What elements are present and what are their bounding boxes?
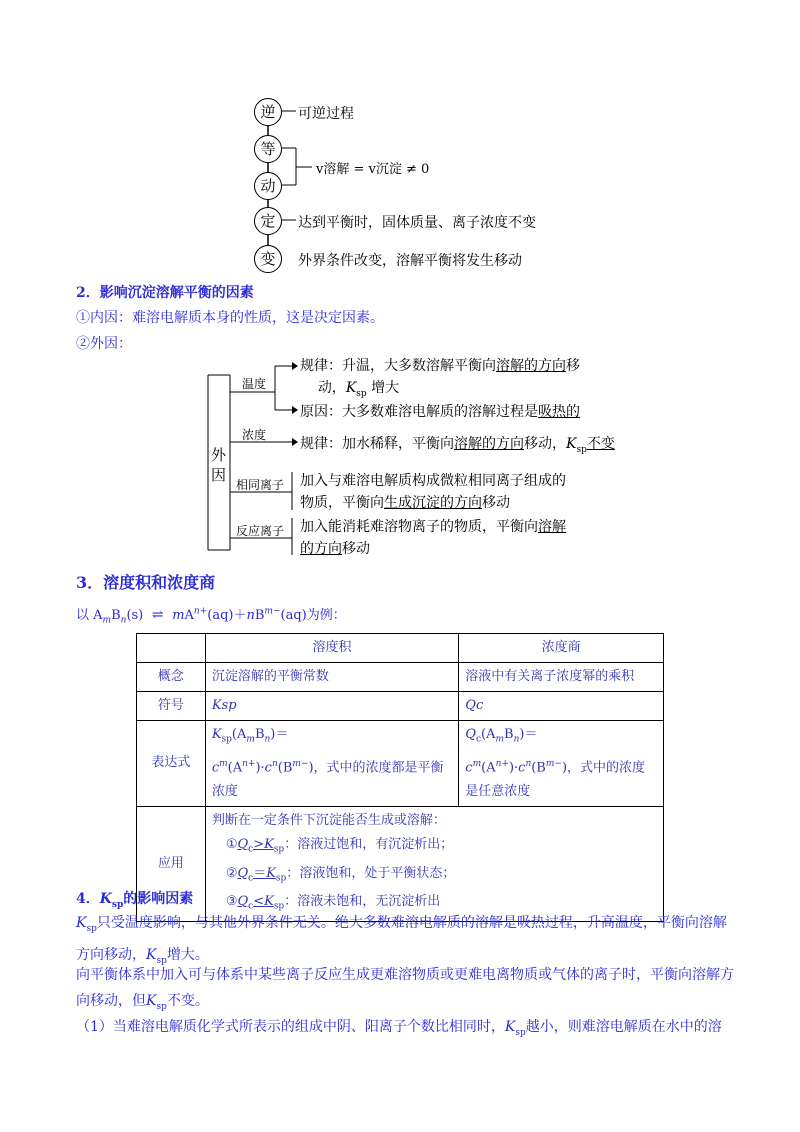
root-label: 外因 [211, 446, 227, 484]
same-ion-text: 加入与难溶电解质构成微粒相同离子组成的 物质，平衡向生成沉淀的方向移动 [300, 473, 566, 511]
table-cell: 沉淀溶解的平衡常数 [205, 663, 458, 692]
temp-reason: 原因：大多数难溶电解质的溶解过程是吸热的 [300, 404, 580, 420]
node-ni: 逆 [254, 98, 282, 126]
table-cell: Qc [459, 692, 664, 721]
table-row [137, 663, 664, 692]
section4-heading: 4．$K_{sp}$的影响因素 [76, 891, 194, 910]
table-cell [137, 634, 206, 663]
ksp-qc-table [136, 633, 664, 922]
table-cell: 应用 [137, 806, 206, 921]
section3-heading: 3．溶度积和浓度商 [76, 573, 216, 592]
node-dong: 动 [254, 172, 282, 200]
table-cell: Ksp [205, 692, 458, 721]
section2-heading: 2．影响沉淀溶解平衡的因素 [76, 285, 254, 301]
table-cell: 溶度积 [205, 634, 458, 663]
equilibrium-arrows-icon: ⇌ [147, 607, 169, 623]
table-cell: 概念 [137, 663, 206, 692]
temp-label: 温度 [242, 377, 267, 391]
node-bian: 变 [254, 245, 282, 273]
react-ion-text: 加入能消耗难溶物离子的物质，平衡向溶解 的方向移动 [300, 519, 566, 557]
section3-intro: 以 $A_mB_n(s)$ ⇌ $mA^{n+}(aq)+nB^{m-}(aq)$为例： [76, 606, 346, 626]
section4-paragraph-1: $K_{sp}$只受温度影响，与其他外界条件无关。绝大多数难溶电解质的溶解是吸热过程，升高温度，平衡向溶解方向移动，$K_{sp}$增大。 [76, 915, 727, 966]
label-bian: 外界条件改变，溶解平衡将发生移动 [298, 253, 522, 269]
table-cell: 浓度商 [459, 634, 664, 663]
node-deng: 等 [254, 135, 282, 163]
table-row [137, 634, 664, 663]
table-row [137, 721, 664, 807]
node-ding: 定 [254, 207, 282, 235]
same-ion-label: 相同离子 [236, 478, 285, 492]
table-cell: $Q_c(A_mB_n)=$ $c^m(A^{n+})\cdot c^n(B^{m-})$，式中的浓度是任意浓度 [459, 721, 664, 807]
conc-label: 浓度 [242, 428, 267, 442]
section2-inner-cause: ①内因：难溶电解质本身的性质，这是决定因素。 [76, 310, 384, 326]
table-cell: $K_{sp}(A_mB_n)=$ $c^m(A^{n+})\cdot c^n(B^{m-})$，式中的浓度都是平衡浓度 [205, 721, 458, 807]
section2-outer-cause: ②外因： [76, 336, 132, 352]
table-cell: 符号 [137, 692, 206, 721]
label-ding: 达到平衡时，固体质量、离子浓度不变 [298, 215, 536, 231]
table-row [137, 806, 664, 921]
section4-paragraph-2: 向平衡体系中加入可与体系中某些离子反应生成更难溶物质或更难电离物质或气体的离子时，平衡向溶解方向移动，但$K_{sp}$不变。 [76, 967, 734, 1012]
table-cell: 表达式 [137, 721, 206, 807]
table-cell: 溶液中有关离子浓度幂的乘积 [459, 663, 664, 692]
section4-paragraph-3: （1）当难溶电解质化学式所表示的组成中阴、阳离子个数比相同时，$K_{sp}$越小，则难溶电解质在水中的溶 [76, 1019, 722, 1038]
react-ion-label: 反应离子 [236, 524, 285, 538]
label-dengdong: v溶解 = v沉淀 ≠ 0 [316, 162, 430, 177]
label-ni: 可逆过程 [298, 106, 354, 122]
table-row [137, 692, 664, 721]
external-factors-diagram [200, 350, 620, 555]
equilibrium-features-diagram [250, 95, 570, 275]
table-cell: 判断在一定条件下沉淀能否生成或溶解： $①Q_c>K_{sp}$：溶液过饱和，有沉淀析出； $②Q_c=K_{sp}$：溶液饱和，处于平衡状态； $③Q_c<K_{sp}$：溶液未饱和，无沉淀析出 [205, 806, 663, 921]
conc-rule: 规律：加水稀释，平衡向溶解的方向移动，$K_{sp}$不变 [300, 436, 615, 455]
temp-rule: 规律：升温，大多数溶解平衡向溶解的方向移 动，$K_{sp}$ 增大 [300, 358, 580, 399]
